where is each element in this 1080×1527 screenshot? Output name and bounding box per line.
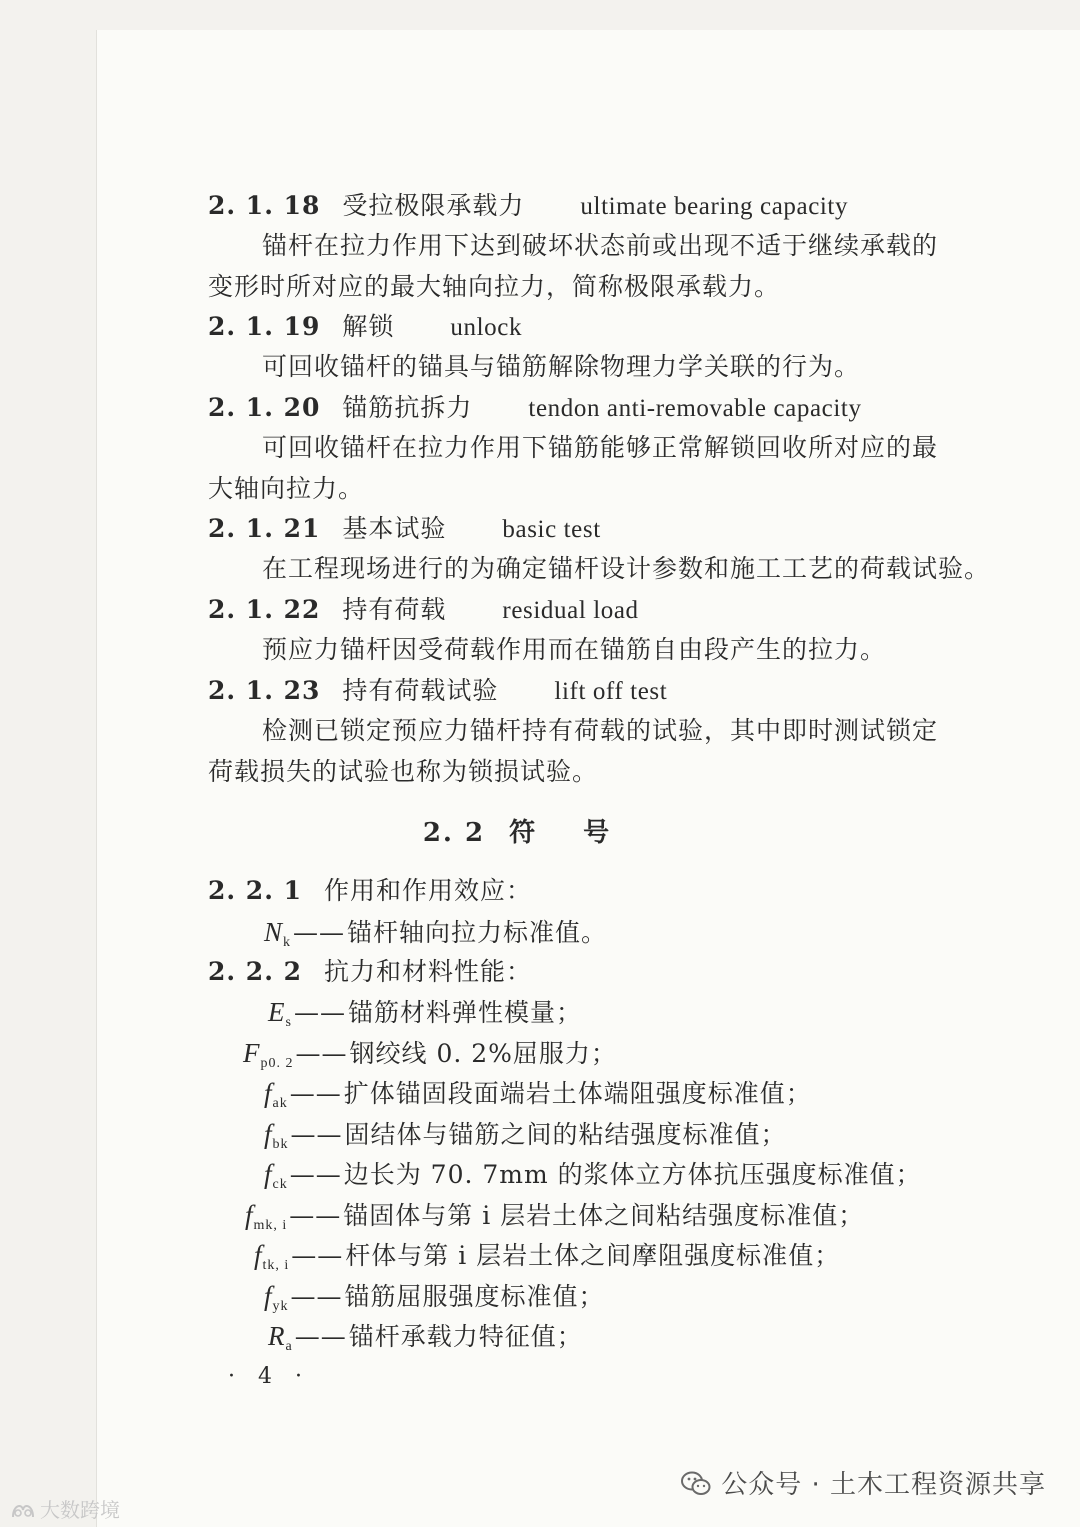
symbol-entry: $f_{tk, i}——$杆体与第 i 层岩土体之间摩阻强度标准值； <box>254 1240 841 1273</box>
symbol: f <box>264 1281 273 1311</box>
symbol-description: 锚杆轴向拉力标准值。 <box>347 918 608 947</box>
symbol-subscript: tk, i <box>262 1258 290 1273</box>
symbol: f <box>264 1159 273 1189</box>
symbol-description: 锚杆承载力特征值； <box>348 1322 583 1351</box>
symbol-entry: $f_{bk}——$固结体与锚筋之间的粘结强度标准值； <box>264 1119 787 1152</box>
symbol-description: 锚筋材料弹性模量； <box>347 998 582 1027</box>
group-title: 作用和作用效应： <box>324 876 533 905</box>
page-number: · 4 · <box>228 1364 310 1389</box>
term-en: residual load <box>502 597 639 624</box>
wechat-icon <box>681 1471 711 1497</box>
term-definition: 变形时所对应的最大轴向拉力，简称极限承载力。 <box>208 272 781 301</box>
symbol-description: 杆体与第 i 层岩土体之间摩阻强度标准值； <box>345 1241 841 1270</box>
term-zh: 锚筋抗拆力 <box>342 393 473 422</box>
symbol-subscript: s <box>285 1015 292 1030</box>
symbol-entry: $f_{mk, i}——$锚固体与第 i 层岩土体之间粘结强度标准值； <box>245 1200 865 1233</box>
watermark <box>10 1494 120 1523</box>
symbol: f <box>264 1078 273 1108</box>
term-definition: 可回收锚杆在拉力作用下锚筋能够正常解锁回收所对应的最 <box>262 433 939 462</box>
term-definition: 检测已锁定预应力锚杆持有荷载的试验，其中即时测试锁定 <box>262 716 939 745</box>
symbol-entry: $f_{ck}——$边长为 70. 7mm 的浆体立方体抗压强度标准值； <box>264 1159 922 1192</box>
term-en: basic test <box>502 516 601 543</box>
section-title <box>0 812 1080 849</box>
symbol-subscript: ck <box>272 1177 288 1192</box>
term-heading <box>208 189 848 224</box>
symbol-subscript: a <box>285 1339 293 1354</box>
symbol: f <box>264 1119 273 1149</box>
group-title: 抗力和材料性能： <box>324 957 533 986</box>
term-number: 2. 1. 18 <box>208 191 321 220</box>
symbol-subscript: p0. 2 <box>260 1056 294 1071</box>
symbol-subscript: ak <box>272 1096 288 1111</box>
symbol-subscript: bk <box>272 1137 289 1152</box>
term-number: 2. 1. 21 <box>208 514 321 543</box>
term-definition: 可回收锚杆的锚具与锚筋解除物理力学关联的行为。 <box>262 352 861 381</box>
symbol-description: 扩体锚固段面端岩土体端阻强度标准值； <box>343 1079 812 1108</box>
symbol-entry: $R_a——$锚杆承载力特征值； <box>268 1321 583 1354</box>
term-definition: 预应力锚杆因受荷载作用而在锚筋自由段产生的拉力。 <box>262 635 887 664</box>
term-zh: 解锁 <box>342 312 395 341</box>
term-heading <box>208 674 667 709</box>
symbol-entry: $F_{p0. 2}——$钢绞线 0. 2%屈服力； <box>243 1038 617 1071</box>
watermark-text: 大数跨境 <box>40 1498 120 1522</box>
footer-caption <box>681 1464 1046 1501</box>
symbol-subscript: mk, i <box>253 1218 288 1233</box>
term-en: ultimate bearing capacity <box>580 193 849 220</box>
term-zh: 持有荷载试验 <box>342 676 499 705</box>
symbol: F <box>243 1038 261 1068</box>
symbol-description: 边长为 70. 7mm 的浆体立方体抗压强度标准值； <box>343 1160 922 1189</box>
symbol-description: 锚固体与第 i 层岩土体之间粘结强度标准值； <box>343 1201 865 1230</box>
term-definition: 荷载损失的试验也称为锁损试验。 <box>208 757 599 786</box>
term-en: tendon anti-removable capacity <box>528 395 862 422</box>
term-number: 2. 1. 22 <box>208 595 321 624</box>
symbol-description: 固结体与锚筋之间的粘结强度标准值； <box>344 1120 787 1149</box>
term-definition: 锚杆在拉力作用下达到破坏状态前或出现不适于继续承载的 <box>262 231 939 260</box>
symbol-entry: $f_{ak}——$扩体锚固段面端岩土体端阻强度标准值； <box>264 1078 812 1111</box>
symbol-description: 钢绞线 0. 2%屈服力； <box>349 1039 617 1068</box>
term-number: 2. 1. 20 <box>208 393 321 422</box>
term-heading <box>208 512 601 547</box>
symbol-description: 锚筋屈服强度标准值； <box>344 1282 605 1311</box>
symbol-entry: $f_{yk}——$锚筋屈服强度标准值； <box>264 1281 605 1314</box>
term-zh: 基本试验 <box>342 514 447 543</box>
term-definition: 大轴向拉力。 <box>208 474 365 503</box>
symbol: f <box>245 1200 254 1230</box>
group-number: 2. 2. 1 <box>208 876 302 905</box>
term-en: lift off test <box>554 678 668 705</box>
symbol-group-heading <box>208 874 532 908</box>
symbol: R <box>268 1321 286 1351</box>
symbol: N <box>264 917 284 947</box>
term-en: unlock <box>450 314 523 341</box>
symbol-group-heading <box>208 955 532 989</box>
term-heading <box>208 391 862 426</box>
term-number: 2. 1. 23 <box>208 676 321 705</box>
term-heading <box>208 593 639 628</box>
symbol-entry: $N_k——$锚杆轴向拉力标准值。 <box>264 917 608 950</box>
term-zh: 持有荷载 <box>342 595 447 624</box>
group-number: 2. 2. 2 <box>208 957 302 986</box>
section-number: 2. 2 <box>422 818 486 848</box>
symbol: f <box>254 1240 263 1270</box>
footer-text: 公众号 · 土木工程资源共享 <box>721 1470 1046 1500</box>
symbol-subscript: k <box>283 935 292 950</box>
term-number: 2. 1. 19 <box>208 312 321 341</box>
brand-logo-icon <box>10 1499 36 1521</box>
section-heading: 符号 <box>509 818 658 848</box>
term-definition: 在工程现场进行的为确定锚杆设计参数和施工工艺的荷载试验。 <box>262 554 991 583</box>
symbol: E <box>268 997 286 1027</box>
term-heading <box>208 310 522 345</box>
symbol-entry: $E_s——$锚筋材料弹性模量； <box>268 997 582 1030</box>
term-zh: 受拉极限承载力 <box>342 191 525 220</box>
symbol-subscript: yk <box>272 1299 289 1314</box>
